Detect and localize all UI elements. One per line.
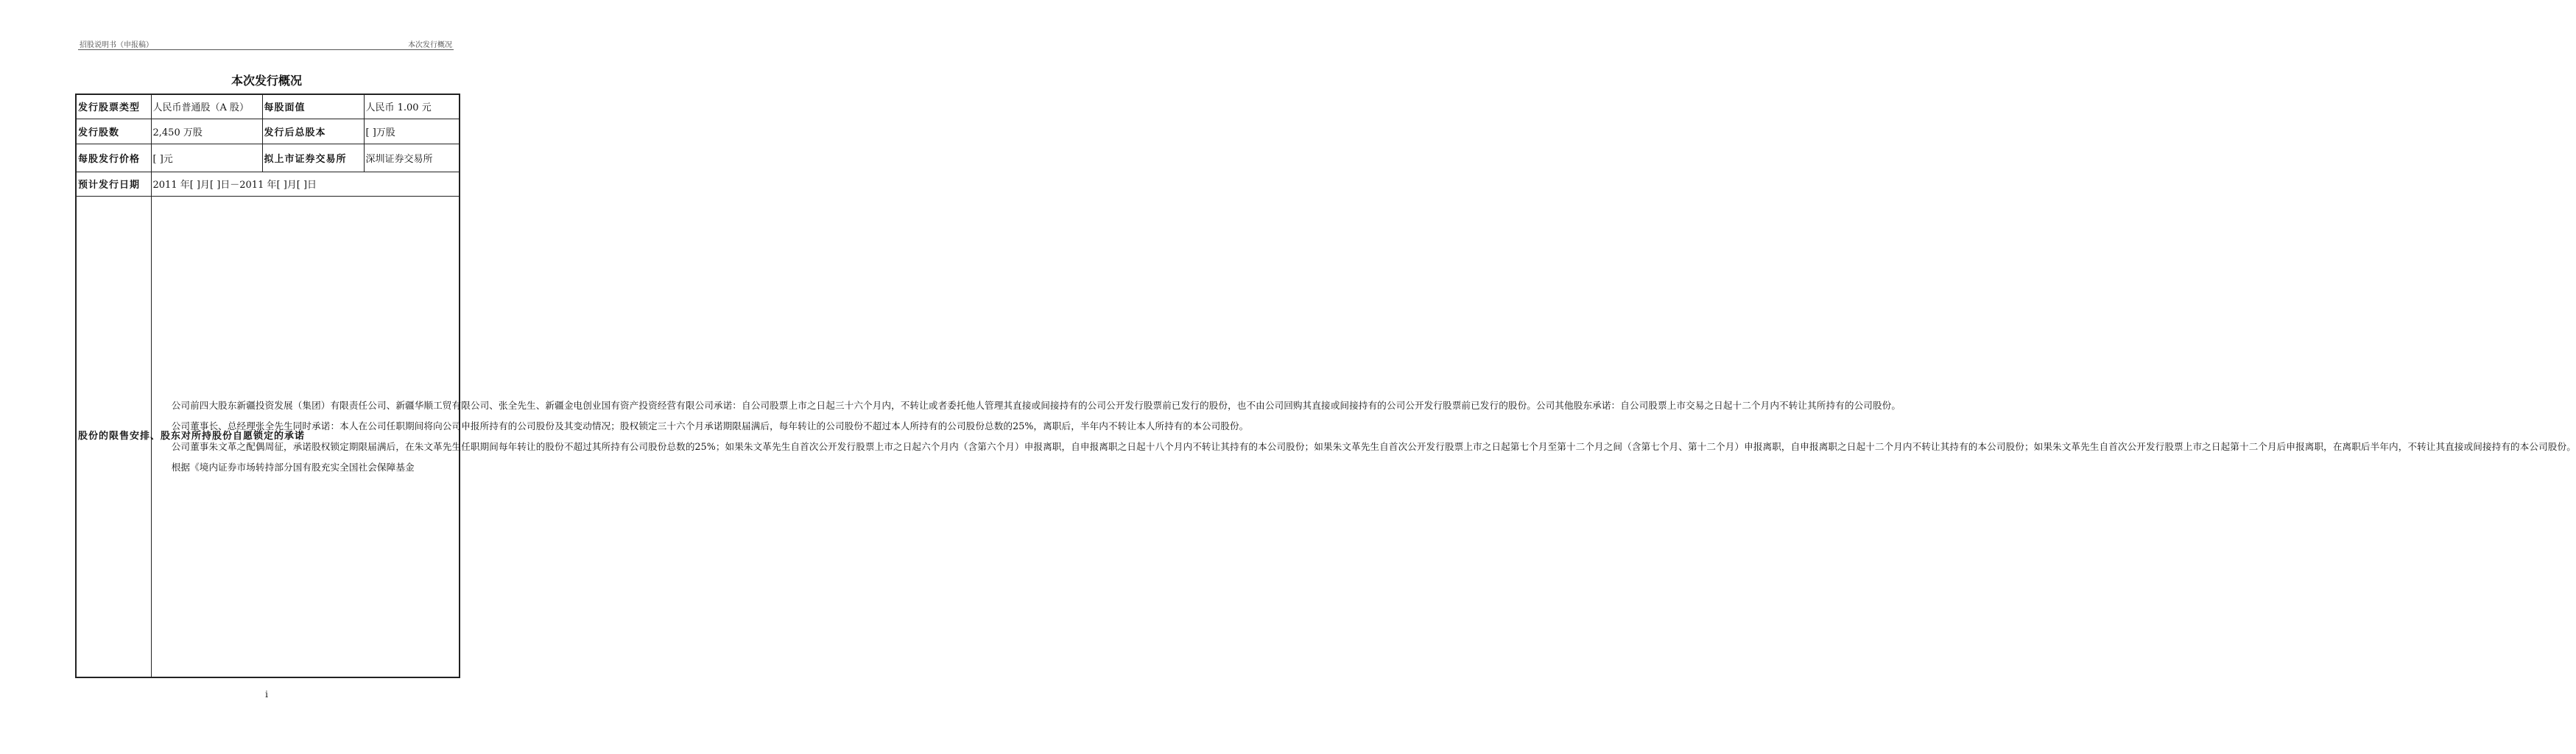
header-divider: [78, 49, 454, 50]
issue-price-value: [ ]元: [151, 144, 262, 172]
issue-shares-label: 发行股数: [76, 119, 151, 144]
exchange-value: 深圳证券交易所: [364, 144, 460, 172]
stock-type-value: 人民币普通股（A 股）: [151, 94, 262, 119]
page-number: i: [265, 689, 268, 700]
lockup-commitment-label: 股份的限售安排、股东对所持股份自愿锁定的承诺: [76, 196, 151, 677]
header-section-name: 本次发行概况: [408, 41, 452, 49]
offering-overview-table: [75, 94, 2576, 678]
table-row: [76, 196, 460, 677]
issue-shares-value: 2,450 万股: [151, 119, 262, 144]
table-row: [76, 119, 460, 144]
header-document-name: 招股说明书（申报稿）: [80, 41, 153, 49]
lockup-paragraph: 公司董事长、总经理张全先生同时承诺：本人在公司任职期间将向公司申报所持有的公司股份及其变动情况；股权锁定三十六个月承诺期限届满后，每年转让的公司股份不超过本人所持有的公司股份总数的25%，离职后，半年内不转让本人所持有的本公司股份。: [171, 420, 1249, 431]
table-row: [76, 172, 460, 196]
total-shares-after-value: [ ]万股: [364, 119, 460, 144]
table-row: [76, 144, 460, 172]
table-row: [76, 94, 460, 119]
page-title: 本次发行概况: [230, 74, 302, 88]
par-value-label: 每股面值: [262, 94, 364, 119]
exchange-label: 拟上市证券交易所: [262, 144, 364, 172]
total-shares-after-label: 发行后总股本: [262, 119, 364, 144]
lockup-paragraph: 公司董事朱文革之配偶周征，承诺股权锁定期限届满后，在朱文革先生任职期间每年转让的股份不超过其所持有公司股份总数的25%；如果朱文革先生自首次公开发行股票上市之日起六个月内（含第六个月）申报离职，自申报离职之日起十八个月内不转让其持有的本公司股份；如果朱文革先生自首次公开发行股票上市之日起第七个月至第十二个月之间（含第七个月、第十二个月）申报离职，自申报离职之日起十二个月内不转让其持有的本公司股份；如果朱文革先生自首次公开发行股票上市之日起第十二个月后申报离职，在离职后半年内，不转让其直接或间接持有的本公司股份。: [171, 440, 2576, 452]
issue-price-label: 每股发行价格: [76, 144, 151, 172]
issue-date-value: 2011 年[ ]月[ ]日－2011 年[ ]月[ ]日: [151, 172, 460, 196]
lockup-commitment-content: [151, 196, 2576, 677]
par-value-value: 人民币 1.00 元: [364, 94, 460, 119]
lockup-paragraph: 根据《境内证券市场转持部分国有股充实全国社会保障基金: [171, 461, 415, 473]
lockup-paragraph: 公司前四大股东新疆投资发展（集团）有限责任公司、新疆华顺工贸有限公司、张全先生、新疆金电创业国有资产投资经营有限公司承诺：自公司股票上市之日起三十六个月内，不转让或者委托他人管理其直接或间接持有的公司公开发行股票前已发行的股份，也不由公司回购其直接或间接持有的公司公开发行股票前已发行的股份。公司其他股东承诺：自公司股票上市交易之日起十二个月内不转让其所持有的公司股份。: [171, 399, 1901, 411]
stock-type-label: 发行股票类型: [76, 94, 151, 119]
issue-date-label: 预计发行日期: [76, 172, 151, 196]
